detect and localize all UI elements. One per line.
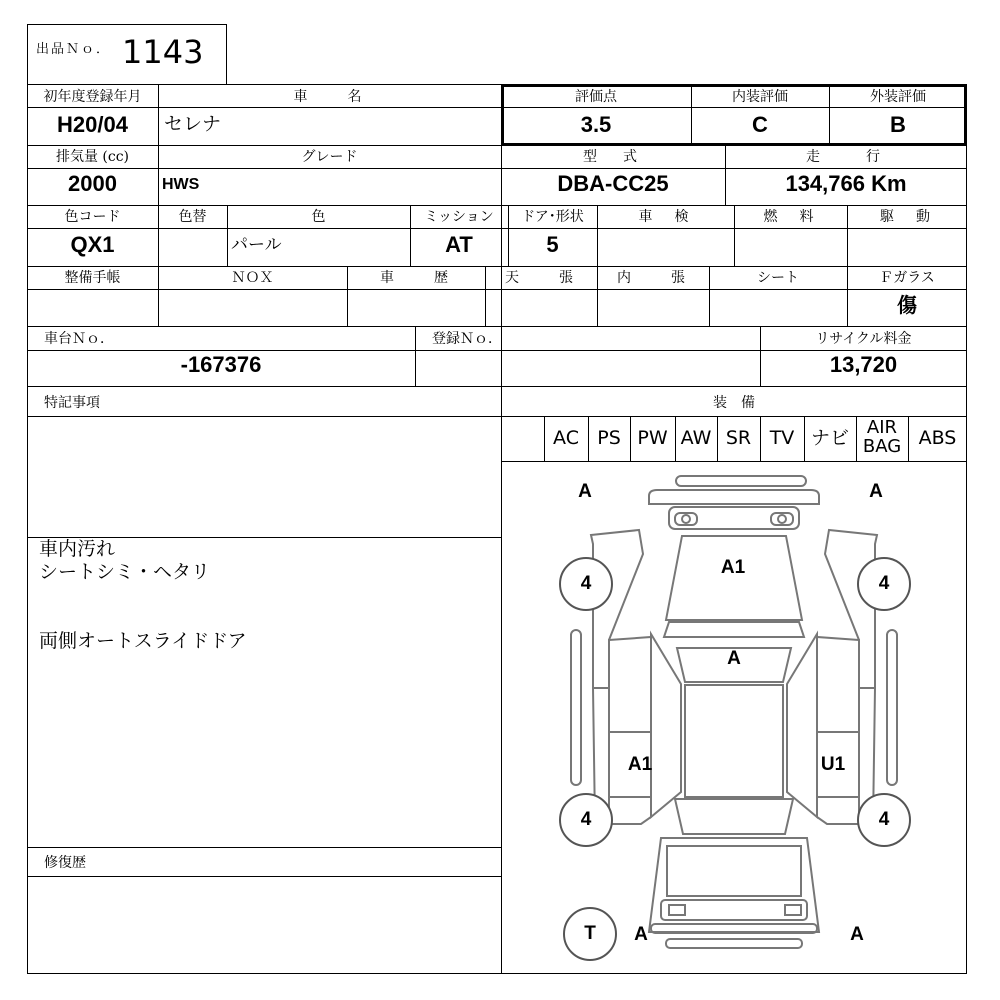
color-value: パール [231,235,282,255]
recycle-fee-label: リサイクル料金 [815,331,912,347]
rule [27,386,967,387]
note-line: 両側オートスライドドア [39,630,247,652]
tire-front-left: 4 [559,557,613,611]
car-name-value: セレナ [164,113,222,135]
equipment-pw: PW [637,427,668,449]
damage-mark-windshield: A [727,648,741,669]
rule [27,266,967,267]
chassis-number-label: 車台Ｎｏ． [44,331,114,347]
tire-rear-right: 4 [857,793,911,847]
equipment-label: 装 備 [713,395,755,411]
color-label: 色 [311,209,326,225]
rule [27,205,967,206]
damage-mark-right-side: U1 [820,754,846,775]
equipment-sr: SR [725,427,752,449]
registration-number-label: 登録Ｎｏ． [432,331,502,347]
mission-label: ミッション [424,209,494,225]
rule [27,289,967,290]
model-value: DBA-CC25 [557,171,669,196]
grade-value: HWS [162,176,200,193]
note-line [39,607,247,630]
note-line: 車内汚れ [39,538,116,560]
model-label: 型 式 [583,149,643,165]
tire-front-right: 4 [857,557,911,611]
interior-score-value: C [752,112,768,137]
rule [27,416,967,417]
listing-number-label: 出品Ｎｏ． [36,42,112,57]
exterior-score-label: 外装評価 [870,89,926,105]
note-line [39,584,247,607]
damage-mark-front-right-corner: A [869,481,883,502]
special-notes-label: 特記事項 [44,395,100,411]
tire-spare: T [563,907,617,961]
door-value: 5 [546,232,559,257]
chassis-number-value: -167376 [180,352,262,377]
equipment-navi: ナビ [810,427,849,449]
note-line: シートシミ・ヘタリ [39,561,211,583]
interior-trim-label: 内 張 [617,270,689,286]
grade-label: グレード [301,149,358,165]
equipment-airbag: AIR BAG [862,417,902,457]
color-code-label: 色コード [64,209,121,225]
inspection-label: 車 検 [638,209,693,225]
damage-mark-hood: A1 [720,557,746,578]
equipment-aw: AW [680,427,712,449]
equipment-ps: PS [597,427,621,449]
rule [27,350,967,351]
rule [27,326,967,327]
maintenance-book-label: 整備手帳 [64,270,121,286]
car-body-diagram [501,462,967,973]
seat-label: シート [757,270,799,286]
damage-mark-rear-right-corner: A [850,924,864,945]
roof-lining-label: 天 張 [505,270,577,286]
fuel-label: 燃 料 [763,209,818,225]
score-value: 3.5 [580,112,612,137]
score-label: 評価点 [575,89,617,105]
history-label: 車 歴 [380,270,452,286]
damage-mark-front-left-corner: A [578,481,592,502]
car-name-label: 車 名 [293,89,366,105]
mileage-value: 134,766 Km [785,171,907,196]
first-registration-value: H20/04 [57,112,128,137]
equipment-tv: TV [769,427,795,449]
color-code-value: QX1 [70,232,115,257]
rule [27,107,501,108]
displacement-label: 排気量 (cc) [55,149,130,165]
equipment-abs: ABS [918,427,957,449]
mission-value: AT [445,232,473,257]
nox-label: ＮＯＸ [231,270,274,286]
front-glass-value: 傷 [897,293,917,317]
rule [501,107,967,108]
mileage-label: 走 行 [806,149,886,165]
rule [27,847,501,848]
exterior-score-value: B [890,112,906,137]
tire-rear-left: 4 [559,793,613,847]
rule [415,326,416,386]
interior-score-label: 内装評価 [732,89,788,105]
listing-number-value: 1143 [122,33,204,71]
damage-mark-rear-left-corner: A [634,924,648,945]
equipment-ac: AC [553,427,579,449]
drive-label: 駆 動 [880,209,934,225]
rule [27,228,967,229]
damage-mark-left-side: A1 [627,754,653,775]
rule [27,876,501,877]
front-glass-label: Ｆガラス [879,270,935,286]
door-label: ドア･形状 [521,209,584,225]
recycle-fee-value: 13,720 [829,352,898,377]
special-notes [39,538,247,653]
displacement-value: 2000 [68,171,117,196]
color-change-label: 色替 [178,209,207,225]
rule [27,168,967,169]
repair-history-label: 修復歴 [44,855,86,871]
first-registration-label: 初年度登録年月 [43,89,142,105]
